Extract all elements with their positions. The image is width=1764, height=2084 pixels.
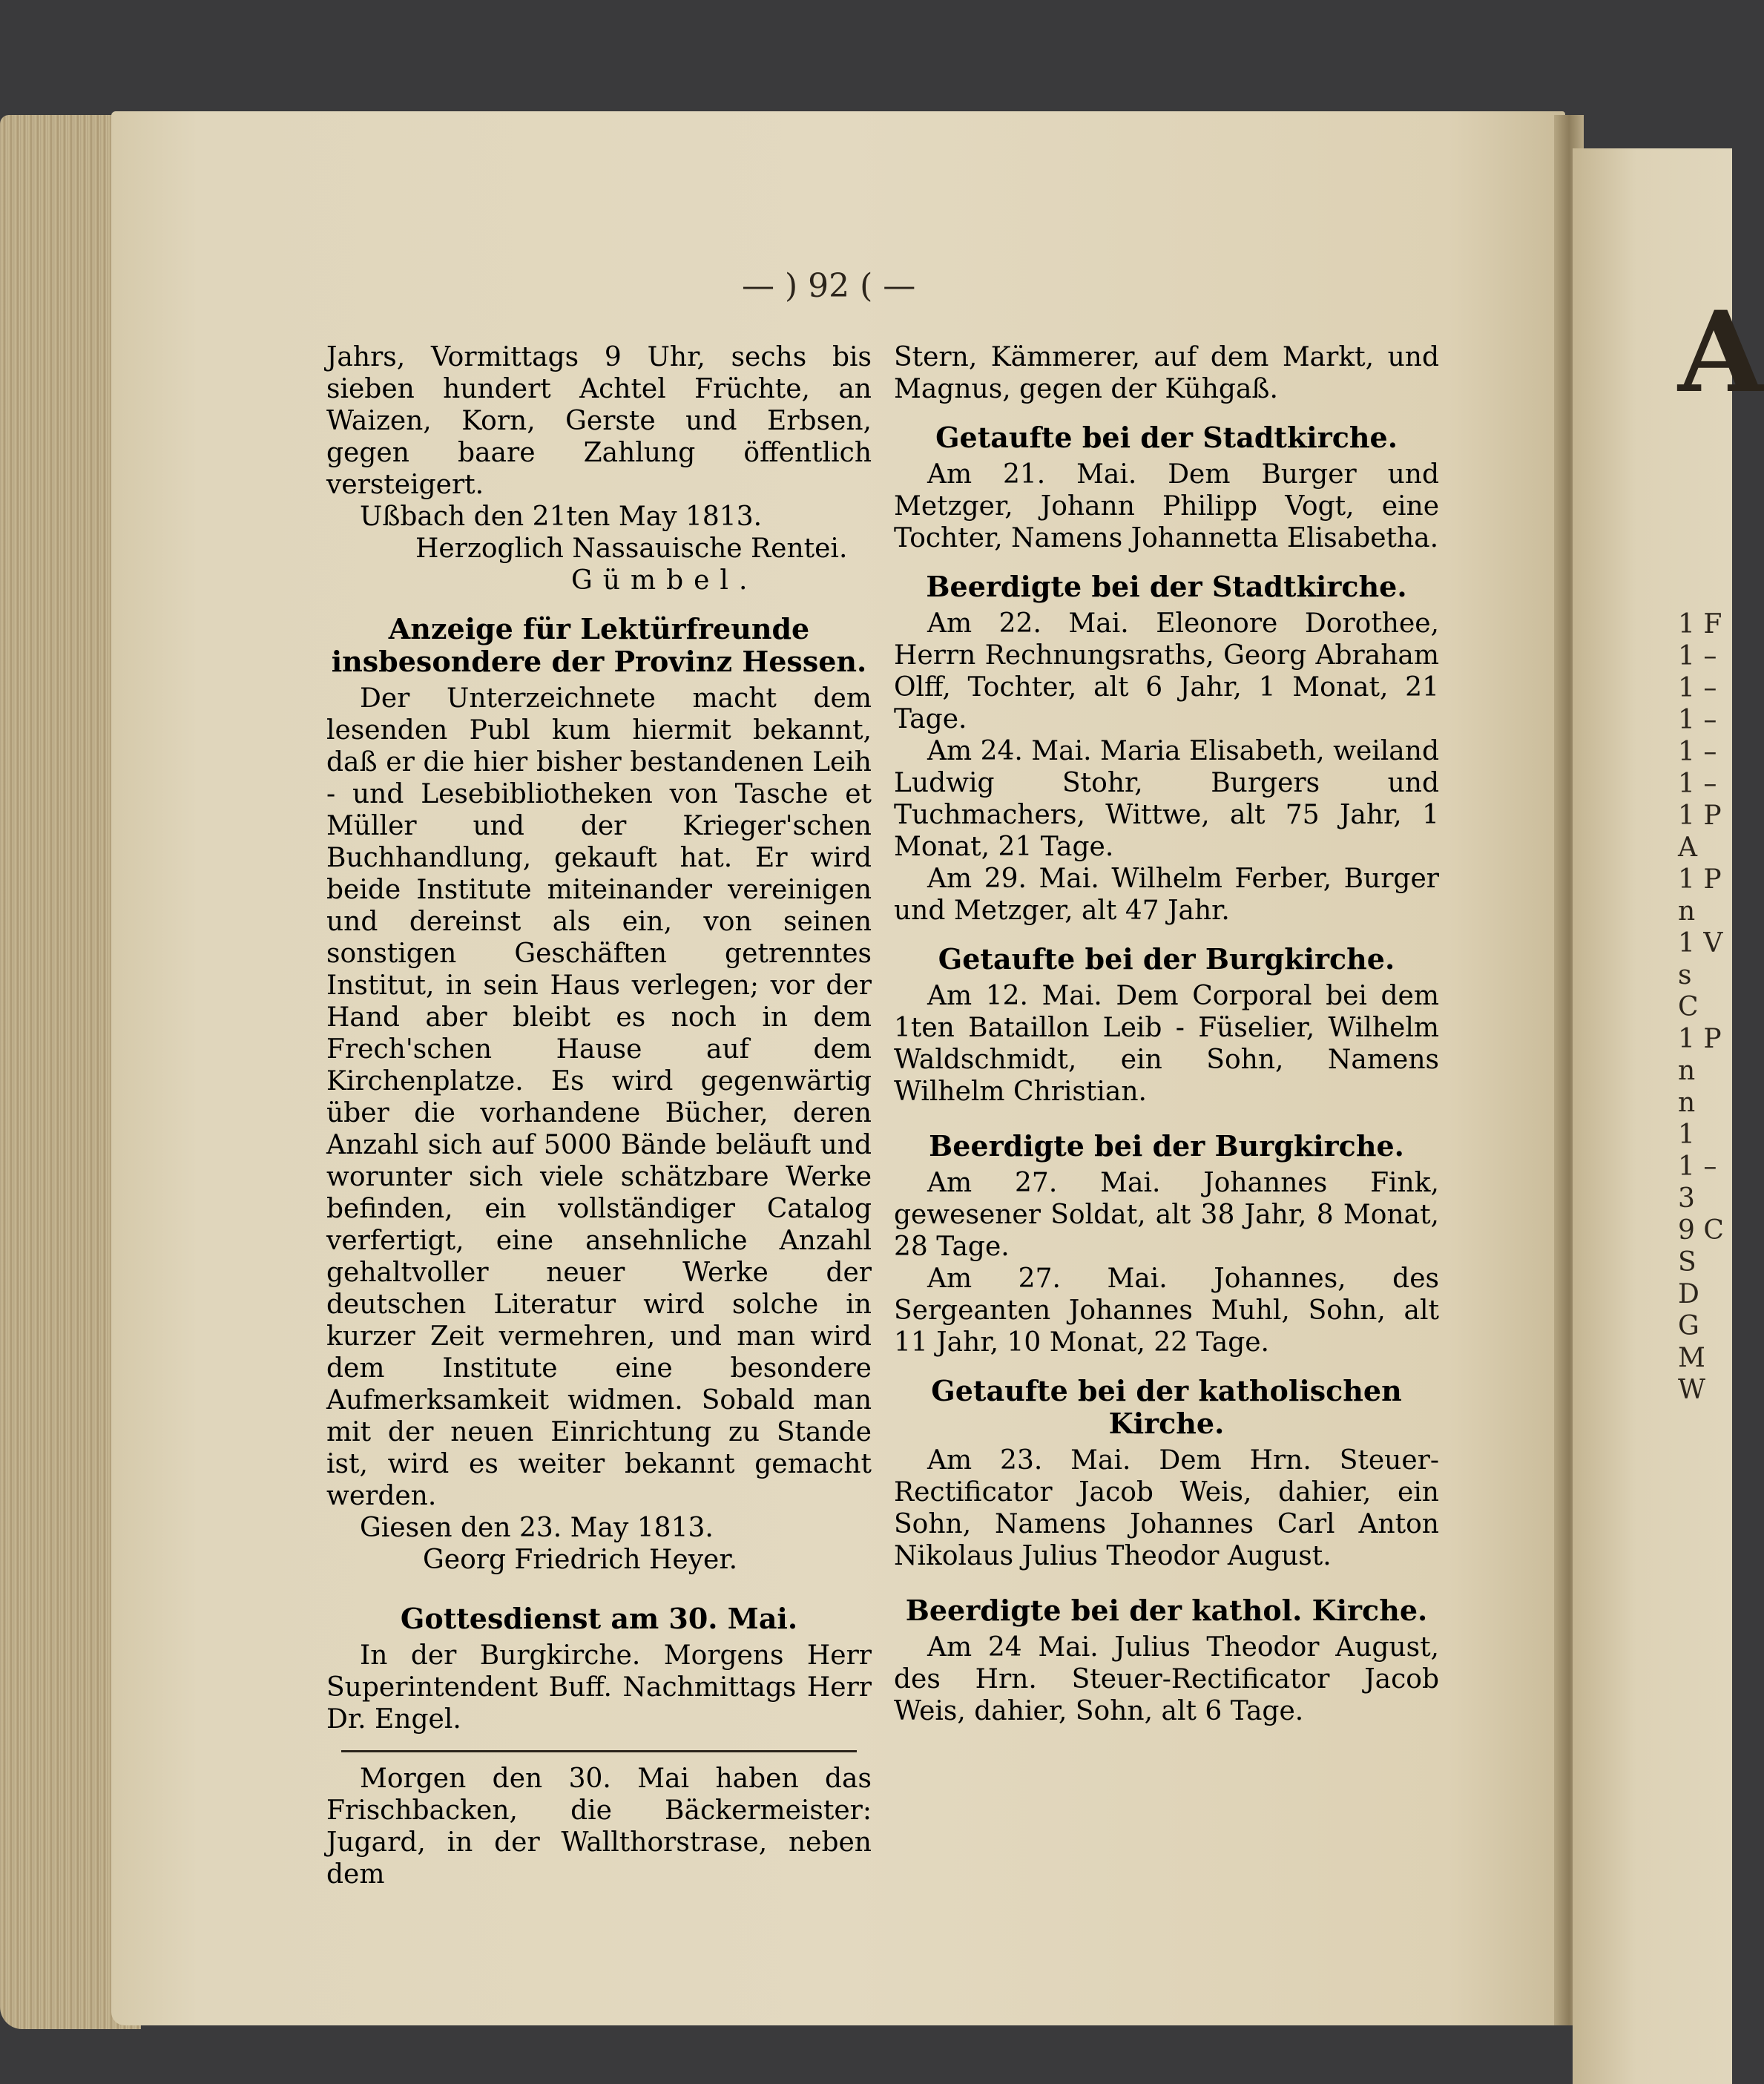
facing-page-fragment: G (1678, 1311, 1699, 1341)
right-column (894, 341, 1439, 1727)
baptized-stadt-heading: Getaufte bei der Stadtkirche. (935, 421, 1398, 454)
facing-page-fragment: 1 (1678, 1120, 1695, 1150)
buried-stadt-entry: Am 22. Mai. Eleonore Dorothee, Herrn Rechnungsraths, Georg Abraham Olff, Tochter, alt 6 Jahr, 1 Monat, 21 Tage. (894, 608, 1439, 734)
left-column (326, 341, 872, 1890)
buried-stadt-entry: Am 24. Mai. Maria Elisabeth, weiland Ludwig Stohr, Burgers und Tuchmachers, Wittwe, alt 75 Jahr, 1 Monat, 21 Tage. (894, 736, 1439, 862)
baptized-kath-entry: Am 23. Mai. Dem Hrn. Steuer-Rectificator Jacob Weis, dahier, ein Sohn, Namens Johannes Carl Anton Nikolaus Julius Theodor August. (894, 1445, 1439, 1571)
intro-paragraph: Jahrs, Vormittags 9 Uhr, sechs bis sieben hundert Achtel Früchte, an Waizen, Korn, Gerste und Erbsen, gegen baare Zahlung öffentlich versteigert. (326, 342, 872, 500)
place-date-1: Ußbach den 21ten May 1813. (360, 502, 763, 532)
facing-page-fragment: n (1678, 1056, 1696, 1086)
buried-stadt-heading: Beerdigte bei der Stadtkirche. (926, 570, 1407, 603)
baptized-kath-heading: Getaufte bei der katholischen Kirche. (931, 1374, 1402, 1440)
facing-page-fragment: 9 C (1678, 1215, 1724, 1246)
facing-page-fragment: 1 – (1678, 705, 1717, 735)
ad-heading: Anzeige für Lektürfreunde insbesondere der Provinz Hessen. (331, 612, 867, 678)
signature-rentei: Herzoglich Nassauische Rentei. (415, 533, 848, 564)
bakery-paragraph: Morgen den 30. Mai haben das Frischbacken, die Bäckermeister: Jugard, in der Wallthorstrase, neben dem (326, 1763, 872, 1890)
facing-page-fragment: 1 – (1678, 641, 1717, 671)
facing-page-fragment: 1 – (1678, 769, 1717, 799)
facing-page-fragment: n (1678, 1088, 1696, 1118)
place-date-2: Giesen den 23. May 1813. (360, 1513, 714, 1543)
facing-page-fragments (1678, 608, 1732, 1406)
buried-kath-entry: Am 24 Mai. Julius Theodor August, des Hrn. Steuer-Rectificator Jacob Weis, dahier, Sohn, alt 6 Tage. (894, 1632, 1439, 1726)
baptized-stadt-entry: Am 21. Mai. Dem Burger und Metzger, Johann Philipp Vogt, eine Tochter, Namens Johannetta Elisabetha. (894, 459, 1439, 553)
service-paragraph: In der Burgkirche. Morgens Herr Superintendent Buff. Nachmittags Herr Dr. Engel. (326, 1640, 872, 1735)
continuation-paragraph: Stern, Kämmerer, auf dem Markt, und Magnus, gegen der Kühgaß. (894, 342, 1439, 404)
facing-page-fragment: S (1678, 1247, 1696, 1278)
baptized-burg-entry: Am 12. Mai. Dem Corporal bei dem 1ten Bataillon Leib - Füselier, Wilhelm Waldschmidt, ein Sohn, Namens Wilhelm Christian. (894, 981, 1439, 1107)
facing-page-fragment: 1 P (1678, 1024, 1722, 1054)
facing-page-fragment: M (1678, 1343, 1705, 1373)
baptized-burg-heading: Getaufte bei der Burgkirche. (938, 942, 1395, 976)
facing-page-fragment: 1 F (1678, 609, 1722, 640)
facing-page-fragment: 1 V (1678, 928, 1723, 959)
facing-page-fragment: 1 – (1678, 737, 1717, 767)
facing-page-fragment: 1 – (1678, 673, 1717, 703)
facing-page-fragment: n (1678, 896, 1696, 927)
service-heading: Gottesdienst am 30. Mai. (400, 1602, 798, 1635)
signature-heyer: Georg Friedrich Heyer. (423, 1545, 738, 1575)
page-number-header: — ) 92 ( — (742, 267, 916, 305)
facing-page-fragment: D (1678, 1279, 1699, 1309)
ad-paragraph: Der Unterzeichnete macht dem lesenden Publ kum hiermit bekannt, daß er die hier bisher bestandenen Leih - und Lesebibliotheken von Tasche et Müller und der Krieger'schen Buchhandlung, gekauft hat. Er wird beide Institute miteinander vereinigen und dereinst als ein, von seinen sonstigen Geschäften getrenntes Institut, in sein Haus verlegen; vor der Hand aber bleibt es noch in dem Frech'schen Hause auf dem Kirchenplatze. Es wird gegenwärtig über die vorhandene Bücher, deren Anzahl sich auf 5000 Bände beläuft und worunter sich viele schätzbare Werke befinden, ein vollständiger Catalog verfertigt, eine ansehnliche Anzahl gehaltvoller neuer Werke der deutschen Literatur wird solche in kurzer Zeit vermehren, und man wird dem Institute eine besondere Aufmerksamkeit widmen. Sobald man mit der neuen Einrichtung zu Stande ist, wird es weiter bekannt gemacht werden. (326, 683, 872, 1511)
buried-kath-heading: Beerdigte bei der kathol. Kirche. (905, 1594, 1428, 1627)
facing-page-initial: A (1678, 287, 1764, 418)
buried-burg-entry: Am 27. Mai. Johannes, des Sergeanten Johannes Muhl, Sohn, alt 11 Jahr, 10 Monat, 22 Tage. (894, 1263, 1439, 1358)
buried-stadt-entry: Am 29. Mai. Wilhelm Ferber, Burger und Metzger, alt 47 Jahr. (894, 864, 1439, 926)
facing-page-fragment: 3 (1678, 1183, 1695, 1214)
buried-burg-heading: Beerdigte bei der Burgkirche. (929, 1129, 1404, 1163)
signature-guembel: Gümbel. (571, 565, 758, 596)
section-divider (341, 1750, 857, 1752)
facing-page-fragment: 1 – (1678, 1151, 1717, 1182)
facing-page-fragment: A (1678, 832, 1697, 863)
facing-page-fragment: 1 P (1678, 801, 1722, 831)
facing-page-fragment: C (1678, 992, 1699, 1022)
facing-page-fragment: W (1678, 1375, 1706, 1405)
facing-page-fragment: 1 P (1678, 864, 1722, 895)
buried-burg-entry: Am 27. Mai. Johannes Fink, gewesener Soldat, alt 38 Jahr, 8 Monat, 28 Tage. (894, 1168, 1439, 1262)
facing-page-fragment: s (1678, 960, 1692, 990)
